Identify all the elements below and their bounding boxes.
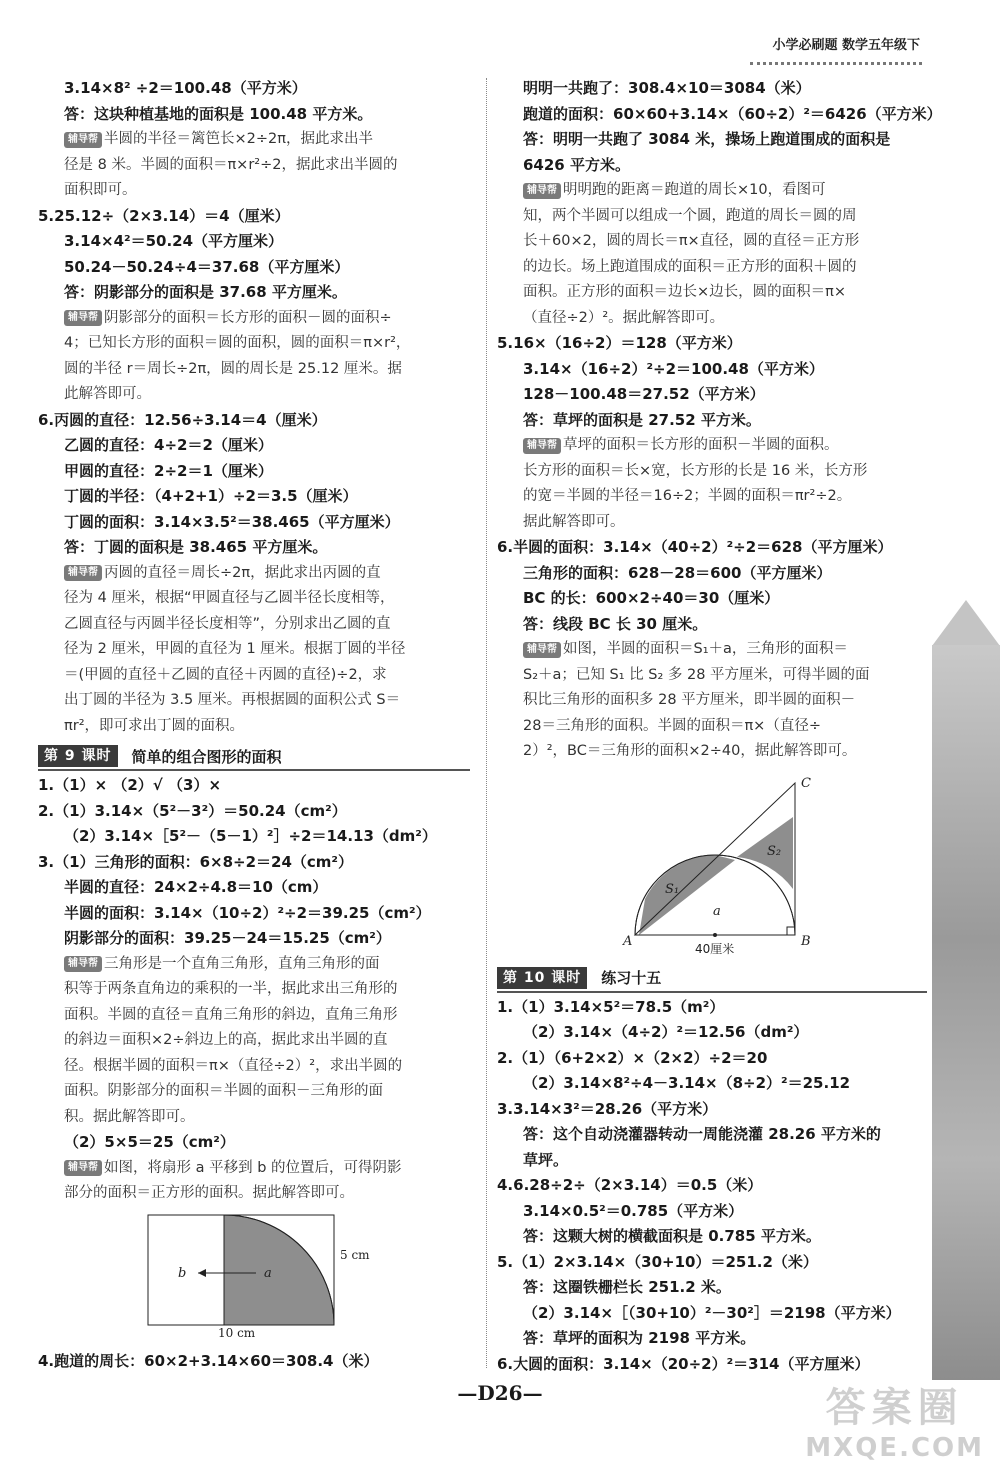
answer-line: 甲圆的直径：2÷2＝1（厘米） <box>64 461 273 480</box>
hint-text: 草坪的面积＝长方形的面积－半圆的面积。 <box>563 437 839 453</box>
hint-line: 的边长。场上跑道围成的面积＝正方形的面积＋圆的 <box>523 258 857 275</box>
hint-text: 阴影部分的面积＝长方形的面积－圆的面积÷ <box>104 309 392 326</box>
answer-line: 5.25.12÷（2×3.14）＝4（厘米） <box>38 206 290 225</box>
hint-line: 的宽＝半圆的半径＝16÷2；半圆的面积＝πr²÷2。 <box>523 488 852 504</box>
tutor-hint <box>38 1156 470 1207</box>
hint-badge: 辅导帮 <box>523 183 561 199</box>
label-b: b <box>178 1265 187 1281</box>
answer-line: 答：明明一共跑了 3084 米，操场上跑道围成的面积是 <box>523 130 891 148</box>
answer-line: 3.14×8² ÷2＝100.48（平方米） <box>64 79 307 97</box>
midpoint-dot <box>713 933 717 937</box>
hint-badge: 辅导帮 <box>64 1160 102 1176</box>
column-divider <box>486 78 487 1368</box>
geometry-figure <box>497 769 927 959</box>
watermark-line2: MXQE.COM <box>805 1433 984 1463</box>
answer-line: 6426 平方米。 <box>523 155 630 174</box>
hint-text: 明明跑的距离＝跑道的周长×10，看图可 <box>563 182 826 198</box>
answer-line: 128－100.48＝27.52（平方米） <box>523 385 765 403</box>
hint-line: 径。根据半圆的面积＝π×（直径÷2）²，求出半圆的 <box>64 1057 403 1074</box>
label-length: 40厘米 <box>695 941 735 956</box>
header-title: 小学必刷题 数学五年级下 <box>772 38 920 53</box>
geometry-figure <box>38 1211 470 1343</box>
label-a: a <box>264 1265 272 1281</box>
watermark <box>805 1376 984 1463</box>
answer-line: 3.14×4²＝50.24（平方厘米） <box>64 232 284 250</box>
lesson-title: 简单的组合图形的面积 <box>131 747 282 766</box>
hint-badge: 辅导帮 <box>64 310 102 326</box>
tutor-hint <box>38 306 470 408</box>
answer-line: 4.跑道的周长：60×2+3.14×60＝308.4（米） <box>38 1351 379 1370</box>
left-column <box>38 76 470 1374</box>
answer-line: 答：这块种植基地的面积是 100.48 平方米。 <box>64 104 373 123</box>
answer-line: 答：线段 BC 长 30 厘米。 <box>523 614 708 633</box>
answer-line: 1.（1）3.14×5²＝78.5（m²） <box>497 997 725 1016</box>
hint-line: 面积。正方形的面积＝边长×边长，圆的面积＝π× <box>523 284 847 300</box>
answer-line: 草坪。 <box>523 1150 569 1169</box>
hint-line <box>523 637 927 663</box>
tutor-hint <box>38 952 470 1131</box>
answer-line: 答：草坪的面积是 27.52 平方米。 <box>523 410 761 429</box>
lesson-badge: 第 10 课时 <box>497 967 587 989</box>
lesson-section-header <box>38 743 470 771</box>
label-s2: S₂ <box>767 843 782 859</box>
watermark-line1: 答案圈 <box>825 1385 964 1431</box>
label-A: A <box>623 933 633 949</box>
answer-line: （2）3.14×［（30+10）²－30²］＝2198（平方米） <box>523 1303 901 1322</box>
hint-text: 如图，将扇形 a 平移到 b 的位置后，可得阴影 <box>104 1159 402 1176</box>
answer-line: 答：这颗大树的横截面积是 0.785 平方米。 <box>523 1227 821 1245</box>
answer-line: 6.半圆的面积：3.14×（40÷2）²÷2＝628（平方厘米） <box>497 538 893 556</box>
hint-line: 28＝三角形的面积。半圆的面积＝π×（直径÷ <box>523 717 821 734</box>
hint-line <box>64 1156 470 1182</box>
hint-badge: 辅导帮 <box>523 642 561 658</box>
answer-line: 3.14×0.5²＝0.785（平方米） <box>523 1201 744 1220</box>
answer-line: 5.（1）2×3.14×（30+10）＝251.2（米） <box>497 1252 818 1271</box>
label-s1: S₁ <box>665 881 680 897</box>
lesson-title: 练习十五 <box>601 969 662 987</box>
answer-line: 丁圆的面积：3.14×3.5²＝38.465（平方厘米） <box>64 512 400 531</box>
hint-line: 据此解答即可。 <box>523 513 625 530</box>
answer-line: 明明一共跑了：308.4×10＝3084（米） <box>523 79 811 97</box>
answer-line: （2）3.14×［5²－（5－1）²］÷2＝14.13（dm²） <box>64 827 437 845</box>
answer-line: 三角形的面积：628－28＝600（平方厘米） <box>523 563 832 582</box>
answer-line: 3.14×（16÷2）²÷2＝100.48（平方米） <box>523 359 824 378</box>
answer-line: 3.3.14×3²＝28.26（平方米） <box>497 1099 718 1118</box>
hint-line: 部分的面积＝正方形的面积。据此解答即可。 <box>64 1185 354 1201</box>
hint-text: 半圆的半径＝篱笆长×2÷2π，据此求出半 <box>104 131 373 147</box>
hint-line <box>523 178 927 204</box>
answer-line: 答：这个自动浇灌器转动一周能浇灌 28.26 平方米的 <box>523 1125 881 1143</box>
tutor-hint <box>497 178 927 331</box>
hint-badge: 辅导帮 <box>64 565 102 581</box>
answer-line: BC 的长：600×2÷40＝30（厘米） <box>523 589 780 607</box>
hint-line: ＝(甲圆的直径＋乙圆的直径＋丙圆的直径)÷2，求 <box>64 666 387 683</box>
hint-line: 面积即可。 <box>64 182 137 198</box>
right-column <box>497 76 942 1377</box>
hint-badge: 辅导帮 <box>64 132 102 148</box>
answer-line: 6.丙圆的直径：12.56÷3.14＝4（厘米） <box>38 410 327 429</box>
hint-line <box>64 952 470 978</box>
answer-line: 3.（1）三角形的面积：6×8÷2＝24（cm²） <box>38 852 353 871</box>
answer-line: 2.（1）3.14×（5²－3²）＝50.24（cm²） <box>38 801 347 820</box>
hint-line: 长＋60×2，圆的周长＝π×直径，圆的直径＝正方形 <box>523 233 860 249</box>
hint-line: 长方形的面积＝长×宽，长方形的长是 16 米，长方形 <box>523 462 868 479</box>
label-bottom-length: 10 cm <box>218 1325 256 1340</box>
hint-line: 知，两个半圆可以组成一个圆，跑道的周长＝圆的周 <box>523 207 857 224</box>
hint-badge: 辅导帮 <box>64 956 102 972</box>
page-number: —D26— <box>457 1381 543 1405</box>
hint-line: 积。据此解答即可。 <box>64 1108 195 1125</box>
hint-line: 径为 4 厘米，根据“甲圆直径与乙圆半径长度相等， <box>64 590 395 606</box>
answer-line: 答：阴影部分的面积是 37.68 平方厘米。 <box>64 283 347 301</box>
label-side-length: 5 cm <box>340 1247 370 1262</box>
hint-line: 此解答即可。 <box>64 386 151 402</box>
hint-line: 2）²，BC＝三角形的面积×2÷40，据此解答即可。 <box>523 743 857 759</box>
header-divider <box>750 62 922 65</box>
hint-line: 面积。半圆的直径＝直角三角形的斜边，直角三角形 <box>64 1006 398 1023</box>
answer-line: 丁圆的半径：（4+2+1）÷2＝3.5（厘米） <box>64 487 358 505</box>
figure-semicircle-triangle <box>617 769 877 955</box>
hint-line: 圆的半径 r＝周长÷2π，圆的周长是 25.12 厘米。据 <box>64 360 402 377</box>
hint-line <box>523 433 927 459</box>
answer-line: 50.24－50.24÷4＝37.68（平方厘米） <box>64 257 350 276</box>
hint-text: 三角形是一个直角三角形，直角三角形的面 <box>104 955 380 972</box>
tutor-hint <box>38 561 470 740</box>
answer-line: 5.16×（16÷2）＝128（平方米） <box>497 334 742 352</box>
answer-line: 半圆的直径：24×2÷4.8＝10（cm） <box>64 878 328 896</box>
label-B: B <box>801 933 811 949</box>
answer-line: 乙圆的直径：4÷2＝2（厘米） <box>64 436 273 454</box>
label-a: a <box>713 903 721 919</box>
tutor-hint <box>497 637 927 765</box>
tutor-hint <box>38 127 470 204</box>
hint-line: 4；已知长方形的面积＝圆的面积，圆的面积＝π×r²， <box>64 335 411 351</box>
answer-line: （2）3.14×（4÷2）²＝12.56（dm²） <box>523 1023 809 1041</box>
tutor-hint <box>497 433 927 535</box>
lesson-section-header <box>497 965 927 993</box>
hint-line: 径为 2 厘米，甲圆的直径为 1 厘米。根据丁圆的半径 <box>64 641 406 657</box>
hint-line: 积比三角形的面积多 28 平方厘米，即半圆的面积－ <box>523 692 856 708</box>
hint-line: 积等于两条直角边的乘积的一半，据此求出三角形的 <box>64 981 398 997</box>
hint-line: πr²，即可求出丁圆的面积。 <box>64 717 245 734</box>
hint-line: 径是 8 米。半圆的面积＝π×r²÷2，据此求出半圆的 <box>64 156 398 173</box>
hint-line <box>64 561 470 587</box>
answer-line: 答：这圈铁栅栏长 251.2 米。 <box>523 1278 731 1296</box>
answer-line: 跑道的面积：60×60+3.14×（60÷2）²＝6426（平方米） <box>523 104 942 123</box>
hint-text: 丙圆的直径＝周长÷2π，据此求出丙圆的直 <box>104 564 381 581</box>
answer-line: 答：草坪的面积为 2198 平方米。 <box>523 1329 756 1347</box>
hint-badge: 辅导帮 <box>523 438 561 454</box>
hint-line: 的斜边＝面积×2÷斜边上的高，据此求出半圆的直 <box>64 1032 388 1048</box>
side-decoration-band <box>932 645 1000 1380</box>
answer-line: 6.大圆的面积：3.14×（20÷2）²＝314（平方厘米） <box>497 1354 870 1373</box>
answer-line: 答：丁圆的面积是 38.465 平方厘米。 <box>64 538 328 556</box>
figure-square-sector <box>118 1211 370 1340</box>
answer-line: （2）3.14×8²÷4－3.14×（8÷2）²＝25.12 <box>523 1074 851 1092</box>
hint-text: 如图，半圆的面积＝S₁＋a，三角形的面积＝ <box>563 641 848 657</box>
hint-line <box>64 127 470 153</box>
hint-line: 面积。阴影部分的面积＝半圆的面积－三角形的面 <box>64 1083 383 1099</box>
answer-line: 4.6.28÷2÷（2×3.14）＝0.5（米） <box>497 1176 763 1194</box>
side-band-tip <box>932 600 1000 646</box>
hint-line <box>64 306 470 332</box>
hint-line: S₂＋a；已知 S₁ 比 S₂ 多 28 平方厘米，可得半圆的面 <box>523 666 870 683</box>
label-C: C <box>801 775 811 791</box>
answer-line: 半圆的面积：3.14×（10÷2）²÷2＝39.25（cm²） <box>64 903 431 922</box>
answer-line: 阴影部分的面积：39.25－24＝15.25（cm²） <box>64 929 391 947</box>
answer-line: 1.（1）× （2）√ （3）× <box>38 776 222 794</box>
hint-line: 出丁圆的半径为 3.5 厘米。再根据圆的面积公式 S＝ <box>64 692 401 708</box>
hint-line: 乙圆直径与丙圆半径长度相等”，分别求出乙圆的直 <box>64 615 391 632</box>
answer-line: （2）5×5＝25（cm²） <box>64 1133 235 1151</box>
answer-line: 2.（1）（6+2×2）×（2×2）÷2＝20 <box>497 1048 768 1067</box>
hint-line: （直径÷2）²。据此解答即可。 <box>523 309 725 326</box>
lesson-badge: 第 9 课时 <box>38 745 118 767</box>
